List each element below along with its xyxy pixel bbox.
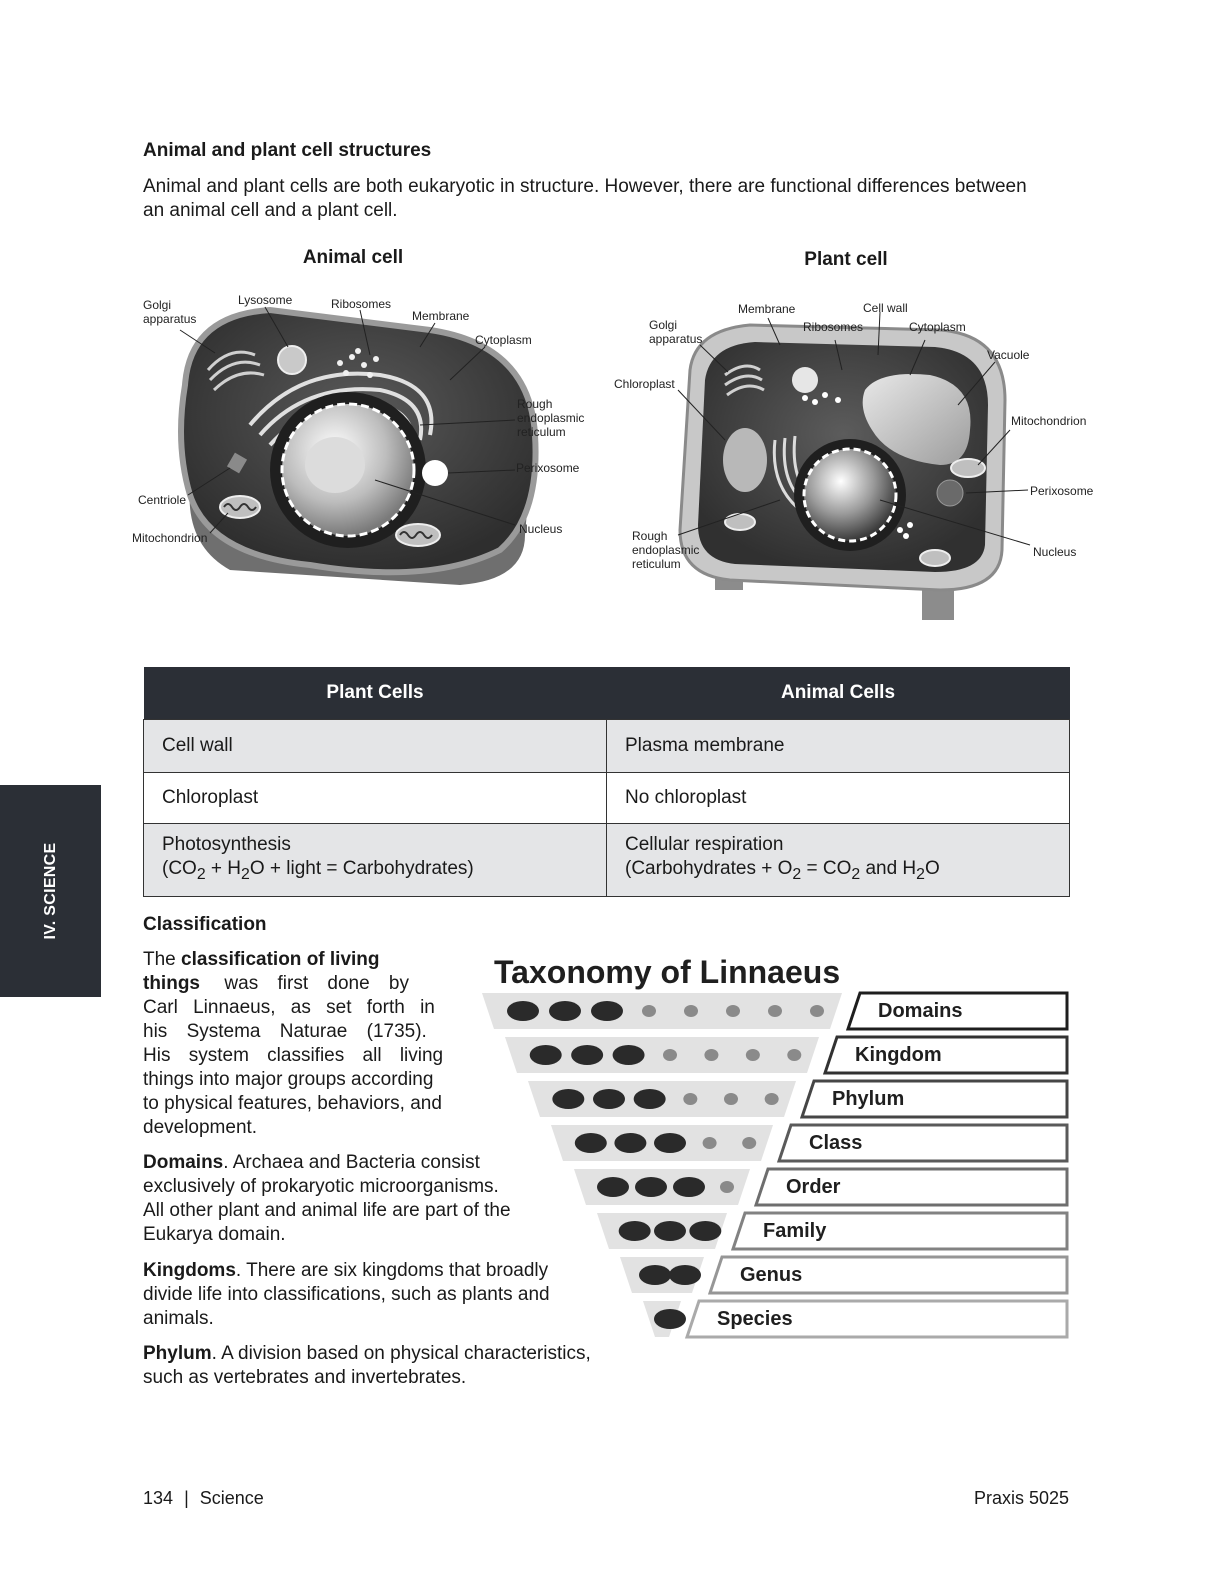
animal-silhouette-icon <box>787 1049 801 1061</box>
footer-right: Praxis 5025 <box>973 1488 1069 1508</box>
animal-silhouette-icon <box>703 1137 717 1149</box>
respiration-equation <box>625 857 1051 887</box>
animal-silhouette-icon <box>663 1049 677 1061</box>
cell-line: Cellular respiration <box>625 834 784 856</box>
table-cell: Chloroplast <box>144 773 607 824</box>
text-line: exclusively of prokaryotic microorganisms. <box>143 1176 499 1197</box>
text-line: to physical features, behaviors, and <box>143 1093 442 1114</box>
text-line: Carl Linnaeus, as set forth in <box>143 997 435 1018</box>
animal-silhouette-icon <box>552 1089 584 1109</box>
taxonomy-rank-label: Family <box>763 1220 827 1242</box>
text-line: Eukarya domain. <box>143 1224 286 1245</box>
plant-label-nucleus: Nucleus <box>1033 545 1077 559</box>
text-line <box>143 948 475 972</box>
table-header-plant: Plant Cells <box>144 667 607 720</box>
plant-label-membrane: Membrane <box>738 302 796 316</box>
taxonomy-title: Taxonomy of Linnaeus <box>494 954 841 990</box>
eq-part: (Carbohydrates + O <box>625 858 793 880</box>
eq-part: = CO <box>801 858 852 880</box>
plant-chloroplast <box>723 428 767 492</box>
text-run: was first done by <box>205 973 409 994</box>
animal-label-lysosome: Lysosome <box>238 293 293 307</box>
text-run: . There are six kingdoms that broadly <box>235 1260 549 1281</box>
text-line: development. <box>143 1117 258 1138</box>
animal-silhouette-icon <box>810 1005 824 1017</box>
animal-silhouette-icon <box>726 1005 740 1017</box>
animal-silhouette-icon <box>575 1133 607 1153</box>
animal-nucleolus <box>305 437 365 493</box>
plant-perixosome <box>937 480 963 506</box>
text-line: His system classifies all living <box>143 1045 444 1066</box>
plant-label-chloroplast: Chloroplast <box>614 377 675 391</box>
plant-label-ribosomes: Ribosomes <box>803 320 864 334</box>
animal-silhouette-icon <box>654 1309 686 1329</box>
taxonomy-rank-label: Domains <box>878 1000 963 1022</box>
animal-label-mitochondrion: Mitochondrion <box>132 531 208 545</box>
bold-term: Domains <box>143 1152 224 1173</box>
animal-label-cytoplasm: Cytoplasm <box>475 333 532 347</box>
eq-subscript: 2 <box>851 865 861 883</box>
animal-silhouette-icon <box>724 1093 738 1105</box>
bold-term: Phylum <box>143 1343 212 1364</box>
intro-line-2: an animal cell and a plant cell. <box>143 200 398 221</box>
animal-cell-title: Animal cell <box>302 247 404 268</box>
table-cell-photosynthesis <box>144 824 607 897</box>
animal-silhouette-icon <box>654 1221 686 1241</box>
animal-label-nucleus: Nucleus <box>519 522 563 536</box>
animal-perixosome <box>422 460 448 486</box>
plant-vesicle <box>792 367 818 393</box>
animal-silhouette-icon <box>683 1093 697 1105</box>
animal-silhouette-icon <box>634 1089 666 1109</box>
animal-label-rough-er: Rough endoplasmic reticulum <box>517 397 585 439</box>
text-run: . A division based on physical characteristics, <box>211 1343 591 1364</box>
animal-silhouette-icon <box>597 1177 629 1197</box>
intro-paragraph <box>143 175 1083 223</box>
text-line: All other plant and animal life are part of the <box>143 1200 511 1221</box>
animal-silhouette-icon <box>530 1045 562 1065</box>
taxonomy-rank-label: Genus <box>740 1264 803 1286</box>
taxonomy-rank-label: Phylum <box>832 1088 905 1110</box>
text-line: his Systema Naturae (1735). <box>143 1021 427 1042</box>
eq-subscript: 2 <box>241 865 250 883</box>
animal-silhouette-icon <box>746 1049 760 1061</box>
text-line: divide life into classifications, such as plants and <box>143 1284 550 1305</box>
eq-subscript: 2 <box>196 865 206 883</box>
eq-part: O + light = Carbohydrates) <box>249 858 474 880</box>
table-header-animal: Animal Cells <box>607 667 1070 720</box>
text-line <box>143 972 409 996</box>
animal-silhouette-icon <box>689 1221 721 1241</box>
animal-silhouette-icon <box>768 1005 782 1017</box>
taxonomy-rank-label: Class <box>809 1132 863 1154</box>
animal-silhouette-icon <box>614 1133 646 1153</box>
table-cell-respiration <box>607 824 1070 897</box>
text-line: such as vertebrates and invertebrates. <box>143 1367 467 1388</box>
plant-label-mitochondrion: Mitochondrion <box>1011 414 1087 428</box>
plant-nucleus <box>804 449 896 541</box>
table-row <box>144 773 1070 824</box>
animal-label-ribosomes: Ribosomes <box>331 297 392 311</box>
text-line: animals. <box>143 1308 214 1329</box>
animal-silhouette-icon <box>673 1177 705 1197</box>
table-cell: No chloroplast <box>607 773 1070 824</box>
classification-paragraph <box>143 948 475 1140</box>
animal-silhouette-icon <box>593 1089 625 1109</box>
animal-silhouette-icon <box>765 1093 779 1105</box>
table-row <box>144 720 1070 773</box>
page-number: 134 <box>143 1488 174 1508</box>
animal-silhouette-icon <box>639 1265 671 1285</box>
footer-section: Science <box>199 1488 264 1508</box>
plant-mitochondrion-3 <box>920 550 950 566</box>
animal-label-membrane: Membrane <box>412 309 470 323</box>
text-run: . Archaea and Bacteria consist <box>223 1152 480 1173</box>
animal-silhouette-icon <box>635 1177 667 1197</box>
plant-cell-title: Plant cell <box>804 249 888 270</box>
animal-silhouette-icon <box>549 1001 581 1021</box>
taxonomy-rank-label: Species <box>717 1308 793 1330</box>
cell-line: Photosynthesis <box>162 834 291 856</box>
table-header-row <box>144 667 1070 720</box>
text-run: The <box>143 949 182 970</box>
eq-subscript: 2 <box>916 865 925 883</box>
section-title: Animal and plant cell structures <box>143 140 432 161</box>
cell-comparison-table <box>143 667 1070 897</box>
animal-silhouette-icon <box>613 1045 645 1065</box>
intro-line-1: Animal and plant cells are both eukaryotic in structure. However, there are functional differences between <box>143 176 1027 197</box>
animal-silhouette-icon <box>742 1137 756 1149</box>
animal-label-centriole: Centriole <box>138 493 187 507</box>
footer-left <box>143 1488 264 1509</box>
plant-label-cell-wall: Cell wall <box>863 301 908 315</box>
phylum-paragraph <box>143 1342 623 1390</box>
animal-silhouette-icon <box>642 1005 656 1017</box>
table-row <box>144 824 1070 897</box>
plant-mitochondrion <box>951 459 985 477</box>
animal-silhouette-icon <box>619 1221 651 1241</box>
plant-label-golgi: Golgi apparatus <box>649 318 703 346</box>
animal-silhouette-icon <box>591 1001 623 1021</box>
taxonomy-rank-label: Order <box>786 1176 841 1198</box>
section-side-tab <box>0 785 101 997</box>
eq-part: (CO <box>162 858 197 880</box>
footer-separator: | <box>184 1488 189 1508</box>
plant-label-vacuole: Vacuole <box>987 348 1030 362</box>
bold-term: Kingdoms <box>143 1260 236 1281</box>
animal-mitochondrion-2 <box>396 524 440 546</box>
plant-label-rough-er: Rough endoplasmic reticulum <box>632 529 700 571</box>
table-cell: Plasma membrane <box>607 720 1070 773</box>
bold-term: things <box>143 973 200 994</box>
animal-silhouette-icon <box>669 1265 701 1285</box>
eq-part: and H <box>860 858 917 880</box>
side-tab-label: IV. SCIENCE <box>41 842 59 940</box>
plant-label-perixosome: Perixosome <box>1030 484 1094 498</box>
text-line <box>143 1342 623 1366</box>
plant-mitochondrion-2 <box>725 514 755 530</box>
animal-silhouette-icon <box>704 1049 718 1061</box>
photosynthesis-equation <box>162 857 588 887</box>
taxonomy-pyramid <box>480 990 1080 1340</box>
eq-subscript: 2 <box>792 865 802 883</box>
animal-silhouette-icon <box>684 1005 698 1017</box>
eq-part: O <box>924 858 940 880</box>
classification-heading: Classification <box>143 914 267 935</box>
table-cell: Cell wall <box>144 720 607 773</box>
animal-silhouette-icon <box>654 1133 686 1153</box>
animal-silhouette-icon <box>571 1045 603 1065</box>
eq-part: + H <box>205 858 242 880</box>
text-line: things into major groups according <box>143 1069 434 1090</box>
bold-term: classification of living <box>181 949 380 970</box>
animal-label-golgi: Golgi apparatus <box>143 298 197 326</box>
animal-label-perixosome: Perixosome <box>516 461 580 475</box>
plant-label-cytoplasm: Cytoplasm <box>909 320 966 334</box>
animal-lysosome <box>278 346 306 374</box>
taxonomy-rank-label: Kingdom <box>855 1044 942 1066</box>
animal-silhouette-icon <box>720 1181 734 1193</box>
animal-silhouette-icon <box>507 1001 539 1021</box>
